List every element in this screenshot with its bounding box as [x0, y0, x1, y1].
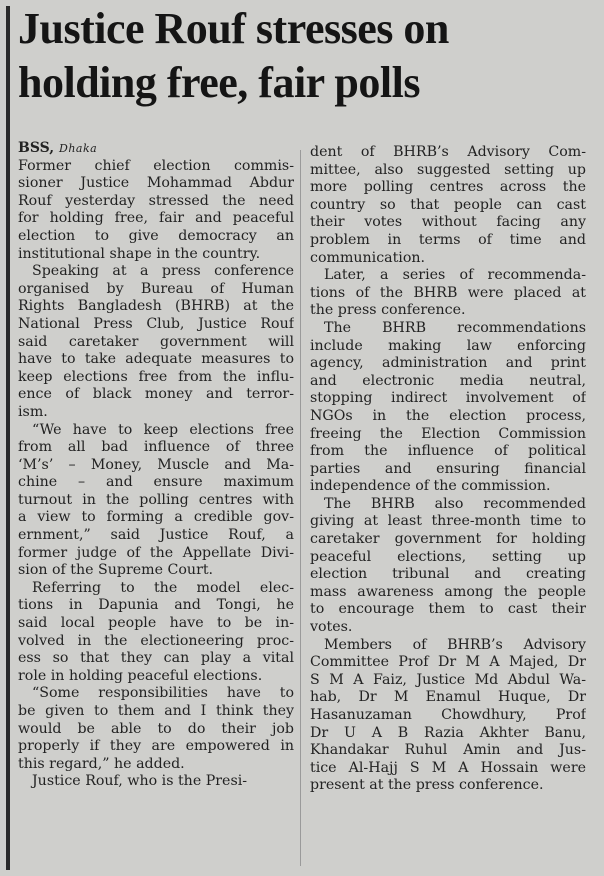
text-line: dent of BHRB’s Advisory Com- — [310, 144, 586, 160]
text-line: country so that people can cast — [310, 196, 586, 213]
text-line: include making law enforcing — [310, 337, 586, 354]
text-line: Justice Rouf, who is the Presi- — [32, 773, 248, 790]
text-line: be given to them and I think they — [18, 703, 294, 719]
agency: BSS, — [18, 140, 55, 156]
text-line: communication. — [310, 249, 426, 266]
text-line: for holding free, fair and peaceful — [18, 210, 294, 227]
text-line: Rights Bangladesh (BHRB) at the — [18, 298, 294, 315]
dateline-location: Dhaka — [59, 142, 98, 155]
text-line: organised by Bureau of Human — [18, 280, 294, 297]
text-line: mittee, also suggested setting up — [310, 161, 586, 178]
text-line: Khandakar Ruhul Amin and Jus- — [310, 742, 586, 759]
text-line: Later, a series of recommenda- — [324, 267, 586, 284]
text-line: The BHRB recommendations — [324, 319, 586, 336]
text-line: election tribunal and creating — [310, 566, 586, 583]
text-line: Rouf yesterday stressed the need — [18, 192, 294, 209]
text-line: former judge of the Appellate Divi- — [18, 544, 294, 561]
text-line: ence of black money and terror- — [18, 386, 294, 403]
text-line: freeing the Election Commission — [310, 425, 586, 442]
text-line: ess so that they can play a vital — [18, 650, 294, 667]
text-line: their votes without facing any — [310, 214, 586, 231]
text-line: The BHRB also recommended — [324, 495, 586, 512]
text-line: parties and ensuring financial — [310, 460, 586, 477]
text-line: S M A Faiz, Justice Md Abdul Wa- — [310, 671, 586, 688]
text-line: properly if they are empowered in — [18, 738, 294, 755]
text-line: caretaker government for holding — [310, 531, 586, 548]
headline-line: Justice Rouf stresses on — [18, 4, 449, 53]
text-line: and electronic media neutral, — [310, 372, 586, 389]
text-line: said caretaker government will — [18, 333, 294, 350]
text-line: Hasanuzaman Chowdhury, Prof — [310, 707, 586, 723]
text-line: tions of the BHRB were placed at — [310, 284, 586, 301]
text-line: to encourage them to cast their — [310, 601, 586, 618]
text-line: Referring to the model elec- — [32, 579, 294, 596]
text-line: Committee Prof Dr M A Majed, Dr — [310, 654, 586, 671]
headline-line: holding free, fair polls — [18, 58, 420, 107]
text-line: sioner Justice Mohammad Abdur — [18, 175, 294, 192]
text-line: agency, administration and print — [310, 355, 586, 372]
text-line: independence of the commission. — [310, 478, 551, 495]
text-line: Former chief election commis- — [18, 157, 294, 174]
text-line: mass awareness among the people — [310, 583, 586, 600]
right-column — [310, 144, 586, 795]
text-line: the press conference. — [310, 302, 466, 319]
text-line: NGOs in the election process, — [310, 407, 586, 424]
text-line: giving at least three-month time to — [310, 513, 586, 530]
text-line: tions in Dapunia and Tongi, he — [18, 597, 294, 614]
text-line: keep elections free from the influ- — [18, 368, 294, 385]
text-line: would be able to do their job — [18, 720, 294, 737]
text-line: “Some responsibilities have to — [32, 685, 294, 702]
text-line: turnout in the polling centres with — [18, 491, 294, 508]
text-line: Members of BHRB’s Advisory — [324, 636, 586, 653]
text-line: from all bad influence of three — [18, 439, 294, 456]
left-column — [18, 140, 294, 791]
text-line: ‘M’s’ – Money, Muscle and Ma- — [18, 456, 294, 473]
text-line: from the influence of political — [310, 443, 586, 460]
dateline — [18, 140, 294, 158]
text-line: ernment,” said Justice Rouf, a — [18, 527, 294, 544]
text-line: chine – and ensure maximum — [18, 474, 294, 491]
text-line: peaceful elections, setting up — [310, 548, 586, 565]
text-line: problem in terms of time and — [310, 231, 586, 248]
text-line: tice Al-Hajj S M A Hossain were — [310, 759, 586, 776]
text-line: hab, Dr M Enamul Huque, Dr — [310, 689, 586, 706]
text-line: stopping indirect involvement of — [310, 390, 586, 407]
text-line: have to take adequate measures to — [18, 351, 294, 368]
text-line: Speaking at a press conference — [32, 263, 294, 280]
text-line: sion of the Supreme Court. — [18, 562, 214, 579]
text-line: institutional shape in the country. — [18, 245, 261, 262]
text-line: a view to forming a credible gov- — [18, 509, 294, 526]
text-line: more polling centres across the — [310, 179, 586, 196]
text-line: said local people have to be in- — [18, 615, 294, 632]
text-line: this regard,” he added. — [18, 755, 185, 772]
text-line: present at the press conference. — [310, 777, 544, 794]
text-line: votes. — [310, 619, 353, 636]
text-line: “We have to keep elections free — [32, 421, 294, 438]
text-line: election to give democracy an — [18, 227, 294, 244]
text-line: Dr U A B Razia Akhter Banu, — [310, 724, 586, 741]
text-line: National Press Club, Justice Rouf — [18, 315, 294, 332]
text-line: role in holding peaceful elections. — [18, 667, 263, 684]
text-line: ism. — [18, 403, 48, 420]
headline — [18, 2, 598, 110]
column-rule — [6, 6, 10, 870]
text-line: volved in the electioneering proc- — [18, 632, 294, 649]
column-divider — [300, 150, 301, 866]
